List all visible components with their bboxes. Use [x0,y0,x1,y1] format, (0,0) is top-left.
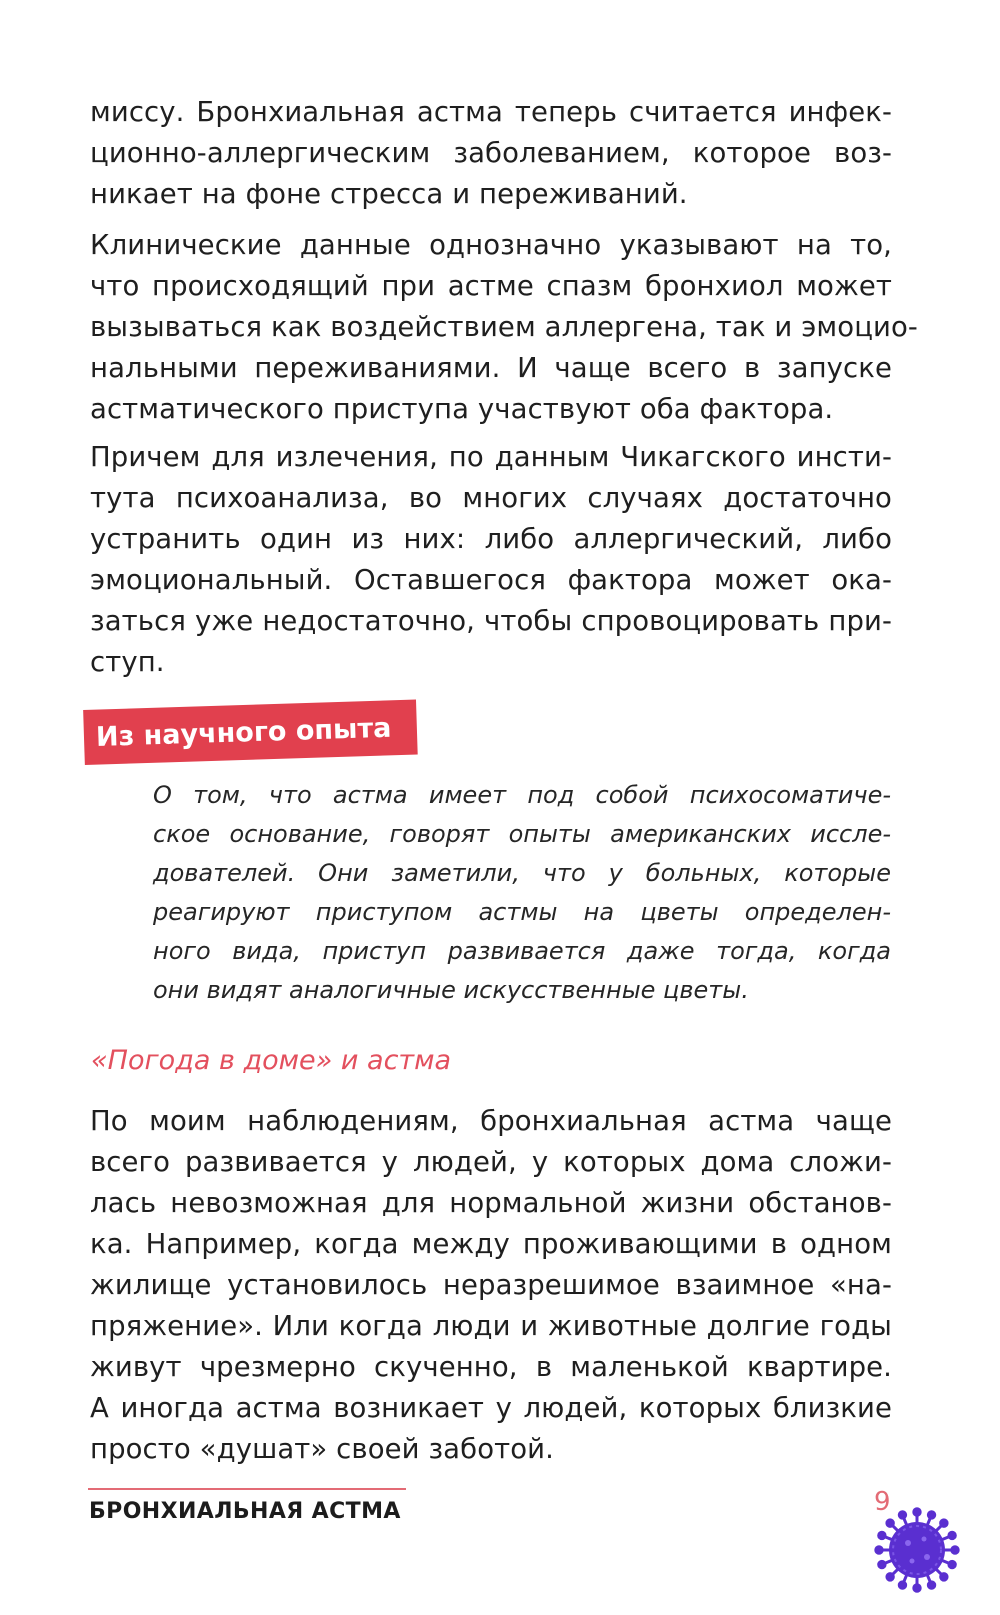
quote-line: ское основание, говорят опыты американских иссле- [153,820,891,848]
quote-line: реагируют приступом астмы на цветы определен- [153,898,891,926]
text-line: тута психоанализа, во многих случаях достаточно [90,482,892,514]
text-line: всего развивается у людей, у которых дома сложи- [90,1146,892,1178]
text-line: астматического приступа участвуют оба фактора. [90,393,834,425]
quote-line: они видят аналогичные искусственные цветы. [153,976,749,1004]
paragraph-3 [90,437,892,683]
quote-line: ного вида, приступ развивается даже тогда, когда [153,937,891,965]
page-number: 9 [874,1487,891,1517]
text-line: лась невозможная для нормальной жизни обстанов- [90,1187,892,1219]
text-line: заться уже недостаточно, чтобы спровоцировать при- [90,605,892,637]
text-line: пряжение». Или когда люди и животные долгие годы [90,1310,892,1342]
text-line: вызываться как воздействием аллергена, так и эмоцио- [90,311,918,343]
science-label: Из научного опыта [95,712,392,753]
text-line: эмоциональный. Оставшегося фактора может ока- [90,564,892,596]
running-footer-title: БРОНХИАЛЬНАЯ АСТМА [89,1499,401,1524]
text-line: А иногда астма возникает у людей, которых близкие [90,1392,892,1424]
text-line: ционно-аллергическим заболеванием, которое воз- [90,137,892,169]
quote-line: дователей. Они заметили, что у больных, которые [153,859,891,887]
virus-icon [872,1505,962,1595]
text-line: ка. Например, когда между проживающими в одном [90,1228,892,1260]
quote-line: О том, что астма имеет под собой психосоматиче- [153,781,891,809]
text-line: миссу. Бронхиальная астма теперь считается инфек- [90,96,892,128]
text-line: что происходящий при астме спазм бронхиол может [90,270,892,302]
text-line: ступ. [90,646,165,678]
text-line: жилище установилось неразрешимое взаимное «на- [90,1269,892,1301]
text-line: нальными переживаниями. И чаще всего в запуске [90,352,892,384]
section-subheading: «Погода в доме» и астма [91,1045,452,1076]
science-quote [153,776,891,1010]
text-line: Клинические данные однозначно указывают на то, [90,229,892,261]
paragraph-1 [90,92,892,215]
paragraph-2 [90,225,918,430]
paragraph-4 [90,1101,892,1470]
text-line: Причем для излечения, по данным Чикагского инсти- [90,441,892,473]
text-line: живут чрезмерно скученно, в маленькой квартире. [90,1351,892,1383]
footer-divider [88,1488,406,1490]
text-line: никает на фоне стресса и переживаний. [90,178,688,210]
text-line: устранить один из них: либо аллергический, либо [90,523,892,555]
text-line: просто «душат» своей заботой. [90,1433,554,1465]
text-line: По моим наблюдениям, бронхиальная астма чаще [90,1105,892,1137]
